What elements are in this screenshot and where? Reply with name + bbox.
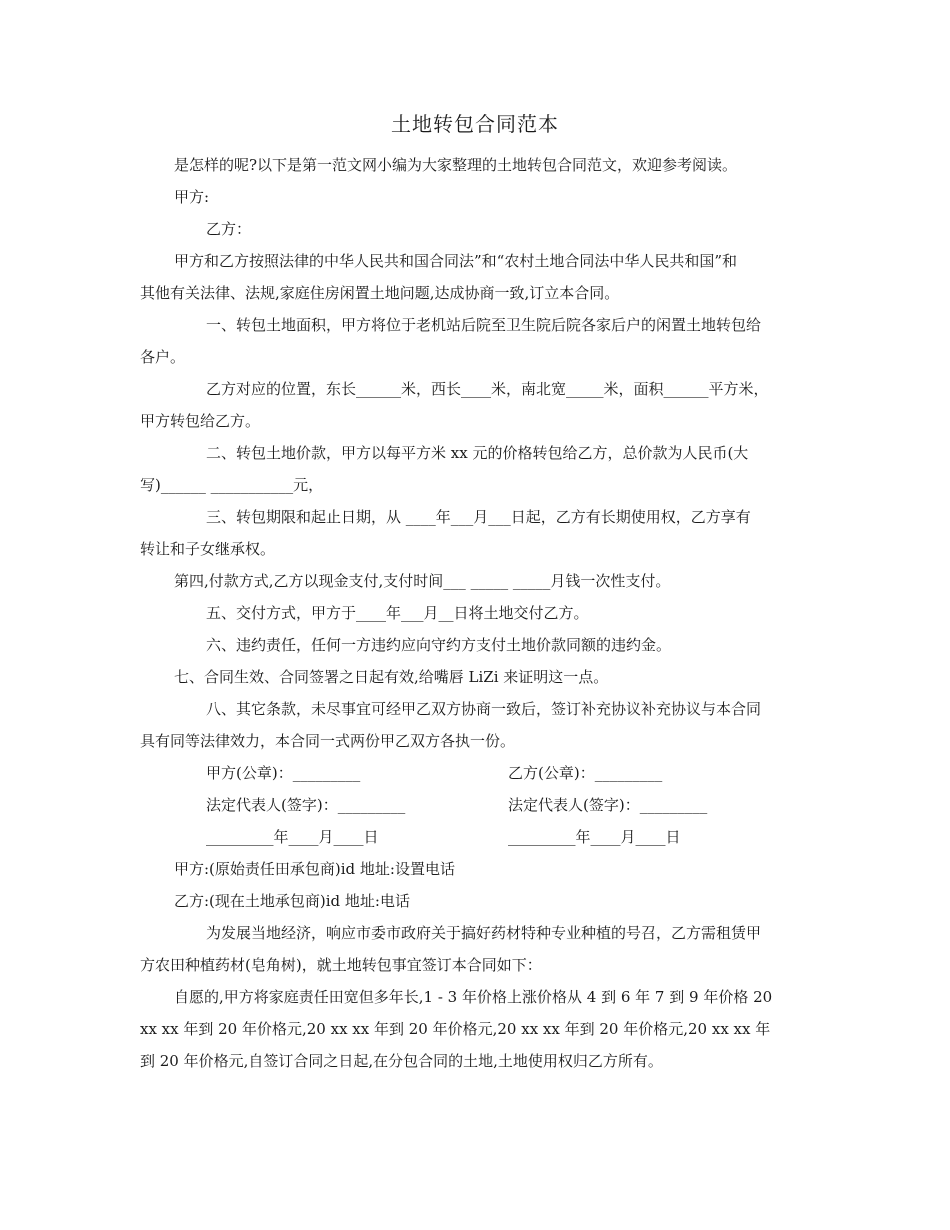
clause-1-line: 一、转包土地面积，甲方将位于老机站后院至卫生院后院各家后户的闲置土地转包给 (206, 316, 762, 334)
clause-1-line: 各户。 (140, 348, 186, 366)
paragraph-line: 到 20 年价格元,自签订合同之日起,在分包合同的土地,土地使用权归乙方所有。 (140, 1052, 663, 1070)
paragraph-line: 方农田种植药材(皂角树)，就土地转包事宜签订本合同如下： (140, 956, 542, 974)
paragraph-line: 自愿的,甲方将家庭责任田宽但多年长,1 - 3 年价格上涨价格从 4 到 6 年 7 到 9 年价格 20 (174, 988, 773, 1006)
party-a-info: 甲方:(原始责任田承包商)id 地址:设置电话 (174, 860, 455, 878)
clause-8-line: 具有同等法律效力，本合同一式两份甲乙双方各执一份。 (140, 732, 516, 750)
party-a-representative: 法定代表人(签字)：_________ (206, 796, 406, 814)
clause-1-line: 乙方对应的位置，东长______米，西长____米，南北宽_____米，面积______平方米， (206, 380, 769, 398)
party-b-seal: 乙方(公章)：_________ (508, 764, 663, 782)
clause-3-line: 三、转包期限和起止日期，从 ____年___月___日起，乙方有长期使用权，乙方享有 (206, 508, 751, 526)
party-b-representative: 法定代表人(签字)：_________ (508, 796, 708, 814)
intro-line: 是怎样的呢?以下是第一范文网小编为大家整理的土地转包合同范文，欢迎参考阅读。 (174, 156, 738, 174)
document-title: 土地转包合同范本 (391, 112, 559, 136)
clause-5-line: 五、交付方式，甲方于____年___月__日将土地交付乙方。 (206, 604, 589, 622)
party-b-label: 乙方： (206, 220, 252, 238)
party-a-label: 甲方: (174, 188, 210, 206)
paragraph-line: 为发展当地经济，响应市委市政府关于搞好药材特种专业种植的号召，乙方需租赁甲 (206, 924, 762, 942)
clause-7-line: 七、合同生效、合同签署之日起有效,给嘴唇 LiZi 来证明这一点。 (174, 668, 609, 686)
paragraph-line: xx xx 年到 20 年价格元,20 xx xx 年到 20 年价格元,20 xx xx 年到 20 年价格元,20 xx xx 年 (140, 1020, 771, 1038)
party-b-info: 乙方:(现在土地承包商)id 地址:电话 (174, 892, 410, 910)
paragraph-line: 甲方和乙方按照法律的中华人民共和国合同法”和“农村土地合同法中华人民共和国”和 (174, 252, 738, 270)
clause-6-line: 六、违约责任，任何一方违约应向守约方支付土地价款同额的违约金。 (206, 636, 672, 654)
clause-2-line: 二、转包土地价款，甲方以每平方米 xx 元的价格转包给乙方，总价款为人民币(大 (206, 444, 749, 462)
paragraph-line: 其他有关法律、法规,家庭住房闲置土地问题,达成协商一致,订立本合同。 (140, 284, 620, 302)
clause-4-line: 第四,付款方式,乙方以现金支付,支付时间___ _____ _____月钱一次性支付。 (174, 572, 671, 590)
clause-8-line: 八、其它条款，未尽事宜可经甲乙双方协商一致后，签订补充协议补充协议与本合同 (206, 700, 762, 718)
clause-3-line: 转让和子女继承权。 (140, 540, 276, 558)
party-a-date: _________年____月____日 (206, 828, 379, 846)
party-a-seal: 甲方(公章)：_________ (206, 764, 361, 782)
clause-1-line: 甲方转包给乙方。 (140, 412, 261, 430)
party-b-date: _________年____月____日 (508, 828, 681, 846)
clause-2-line: 写)______ ___________元， (140, 476, 324, 494)
